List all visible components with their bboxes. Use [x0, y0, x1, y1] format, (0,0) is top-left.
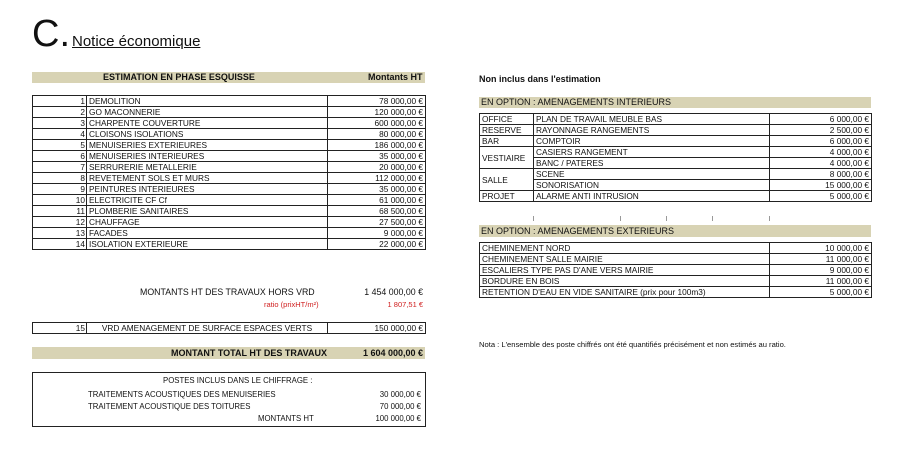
table-row [33, 206, 426, 217]
row-label: CASIERS RANGEMENT [534, 147, 770, 158]
row-amount: 4 000,00 € [770, 158, 872, 169]
row-label: CLOISONS ISOLATIONS [87, 129, 328, 140]
table-row [480, 254, 872, 265]
table-row [33, 118, 426, 129]
table-row [480, 169, 872, 180]
row-amount: 6 000,00 € [770, 136, 872, 147]
row-amount: 68 500,00 € [328, 206, 426, 217]
estimation-band-title: ESTIMATION EN PHASE ESQUISSE [103, 72, 255, 82]
row-amount: 600 000,00 € [328, 118, 426, 129]
row-label: PLAN DE TRAVAIL MEUBLE BAS [534, 114, 770, 125]
group-label: PROJET [480, 191, 534, 202]
row-amount: 150 000,00 € [328, 323, 426, 334]
estimation-band-amount-label: Montants HT [368, 72, 423, 82]
row-index: 13 [33, 228, 87, 239]
row-amount: 10 000,00 € [770, 243, 872, 254]
row-label: VRD AMENAGEMENT DE SURFACE ESPACES VERTS [87, 323, 328, 334]
exterieurs-band [479, 225, 871, 237]
table-row [480, 243, 872, 254]
row-label: RETENTION D'EAU EN VIDE SANITAIRE (prix pour 100m3) [480, 287, 770, 298]
row-amount: 112 000,00 € [328, 173, 426, 184]
row-label: RAYONNAGE RANGEMENTS [534, 125, 770, 136]
row-label: DEMOLITION [87, 96, 328, 107]
row-index: 15 [33, 323, 87, 334]
row-label: CHEMINEMENT SALLE MAIRIE [480, 254, 770, 265]
estimation-band [32, 72, 425, 83]
table-row [480, 265, 872, 276]
postes-row-label: TRAITEMENT ACOUSTIQUE DES TOITURES [88, 402, 251, 411]
row-amount: 80 000,00 € [328, 129, 426, 140]
row-amount: 120 000,00 € [328, 107, 426, 118]
row-label: SCENE [534, 169, 770, 180]
estimation-table [32, 95, 426, 250]
row-amount: 22 000,00 € [328, 239, 426, 250]
row-amount: 20 000,00 € [328, 162, 426, 173]
row-label: ELECTRICITE CF Cf [87, 195, 328, 206]
table-row [480, 191, 872, 202]
row-label: FACADES [87, 228, 328, 239]
row-index: 4 [33, 129, 87, 140]
table-row [480, 136, 872, 147]
tick-mark [666, 216, 667, 221]
postes-total-amount: 100 000,00 € [375, 414, 421, 423]
table-row [33, 195, 426, 206]
non-inclus-title: Non inclus dans l'estimation [479, 74, 601, 84]
row-index: 3 [33, 118, 87, 129]
table-row [480, 158, 872, 169]
table-row [33, 228, 426, 239]
interieurs-band-label: EN OPTION : AMENAGEMENTS INTERIEURS [481, 97, 672, 107]
row-amount: 4 000,00 € [770, 147, 872, 158]
postes-row-amount: 30 000,00 € [379, 390, 421, 399]
row-amount: 6 000,00 € [770, 114, 872, 125]
row-amount: 61 000,00 € [328, 195, 426, 206]
row-label: CHAUFFAGE [87, 217, 328, 228]
row-index: 9 [33, 184, 87, 195]
section-letter: C. [32, 13, 70, 55]
group-label: SALLE [480, 169, 534, 191]
total-band [32, 347, 425, 359]
row-index: 6 [33, 151, 87, 162]
nota-text: Nota : L'ensemble des poste chiffrés ont été quantifiés précisément et non estimés au ratio. [479, 340, 786, 349]
row-index: 10 [33, 195, 87, 206]
exterieurs-band-label: EN OPTION : AMENAGEMENTS EXTERIEURS [481, 226, 675, 236]
total-label: MONTANT TOTAL HT DES TRAVAUX [171, 348, 327, 358]
row-amount: 2 500,00 € [770, 125, 872, 136]
row-index: 7 [33, 162, 87, 173]
vrd-table [32, 322, 426, 334]
row-amount: 11 000,00 € [770, 276, 872, 287]
table-row [33, 162, 426, 173]
row-amount: 5 000,00 € [770, 191, 872, 202]
interieurs-band [479, 97, 871, 108]
table-row [33, 239, 426, 250]
row-index: 11 [33, 206, 87, 217]
table-row [480, 114, 872, 125]
tick-mark [533, 216, 534, 221]
table-row [33, 107, 426, 118]
postes-title: POSTES INCLUS DANS LE CHIFFRAGE : [163, 376, 313, 385]
row-label: MENUISERIES INTERIEURES [87, 151, 328, 162]
row-label: CHEMINEMENT NORD [480, 243, 770, 254]
tick-mark [712, 216, 713, 221]
row-amount: 11 000,00 € [770, 254, 872, 265]
row-index: 1 [33, 96, 87, 107]
table-row [480, 180, 872, 191]
table-row [480, 125, 872, 136]
row-label: COMPTOIR [534, 136, 770, 147]
row-label: SERRURERIE METALLERIE [87, 162, 328, 173]
table-row [480, 276, 872, 287]
tick-mark [620, 216, 621, 221]
row-label: BORDURE EN BOIS [480, 276, 770, 287]
row-amount: 9 000,00 € [328, 228, 426, 239]
row-index: 2 [33, 107, 87, 118]
tick-mark [769, 216, 770, 221]
row-amount: 27 500,00 € [328, 217, 426, 228]
row-index: 14 [33, 239, 87, 250]
postes-row-label: TRAITEMENTS ACOUSTIQUES DES MENUISERIES [88, 390, 276, 399]
row-label: ISOLATION EXTERIEURE [87, 239, 328, 250]
table-row [480, 147, 872, 158]
row-amount: 9 000,00 € [770, 265, 872, 276]
table-row [33, 323, 426, 334]
row-label: REVETEMENT SOLS ET MURS [87, 173, 328, 184]
table-row [33, 184, 426, 195]
row-index: 5 [33, 140, 87, 151]
row-label: ESCALIERS TYPE PAS D'ANE VERS MAIRIE [480, 265, 770, 276]
table-row [33, 96, 426, 107]
row-amount: 35 000,00 € [328, 151, 426, 162]
group-label: OFFICE [480, 114, 534, 125]
row-label: ALARME ANTI INTRUSION [534, 191, 770, 202]
ratio-label: ratio (prixHT/m²) [264, 300, 319, 309]
table-row [33, 151, 426, 162]
row-amount: 8 000,00 € [770, 169, 872, 180]
row-label: PEINTURES INTERIEURES [87, 184, 328, 195]
row-amount: 5 000,00 € [770, 287, 872, 298]
row-label: GO MACONNERIE [87, 107, 328, 118]
table-row [33, 173, 426, 184]
ratio-amount: 1 807,51 € [387, 300, 423, 309]
group-label: VESTIAIRE [480, 147, 534, 169]
table-row [480, 287, 872, 298]
row-label: SONORISATION [534, 180, 770, 191]
group-label: RESERVE [480, 125, 534, 136]
row-amount: 78 000,00 € [328, 96, 426, 107]
postes-total-label: MONTANTS HT [258, 414, 314, 423]
row-label: MENUISERIES EXTERIEURES [87, 140, 328, 151]
exterieurs-table [479, 242, 872, 298]
row-label: PLOMBERIE SANITAIRES [87, 206, 328, 217]
row-label: BANC / PATERES [534, 158, 770, 169]
subtotal-amount: 1 454 000,00 € [364, 287, 423, 297]
page-title: Notice économique [72, 33, 201, 50]
postes-row-amount: 70 000,00 € [379, 402, 421, 411]
table-row [33, 129, 426, 140]
row-index: 12 [33, 217, 87, 228]
row-label: CHARPENTE COUVERTURE [87, 118, 328, 129]
group-label: BAR [480, 136, 534, 147]
subtotal-label: MONTANTS HT DES TRAVAUX HORS VRD [140, 287, 315, 297]
row-amount: 186 000,00 € [328, 140, 426, 151]
row-index: 8 [33, 173, 87, 184]
total-amount: 1 604 000,00 € [362, 348, 423, 358]
interieurs-table [479, 113, 872, 202]
postes-inclus-box [32, 372, 426, 427]
row-amount: 35 000,00 € [328, 184, 426, 195]
table-row [33, 217, 426, 228]
row-amount: 15 000,00 € [770, 180, 872, 191]
table-row [33, 140, 426, 151]
